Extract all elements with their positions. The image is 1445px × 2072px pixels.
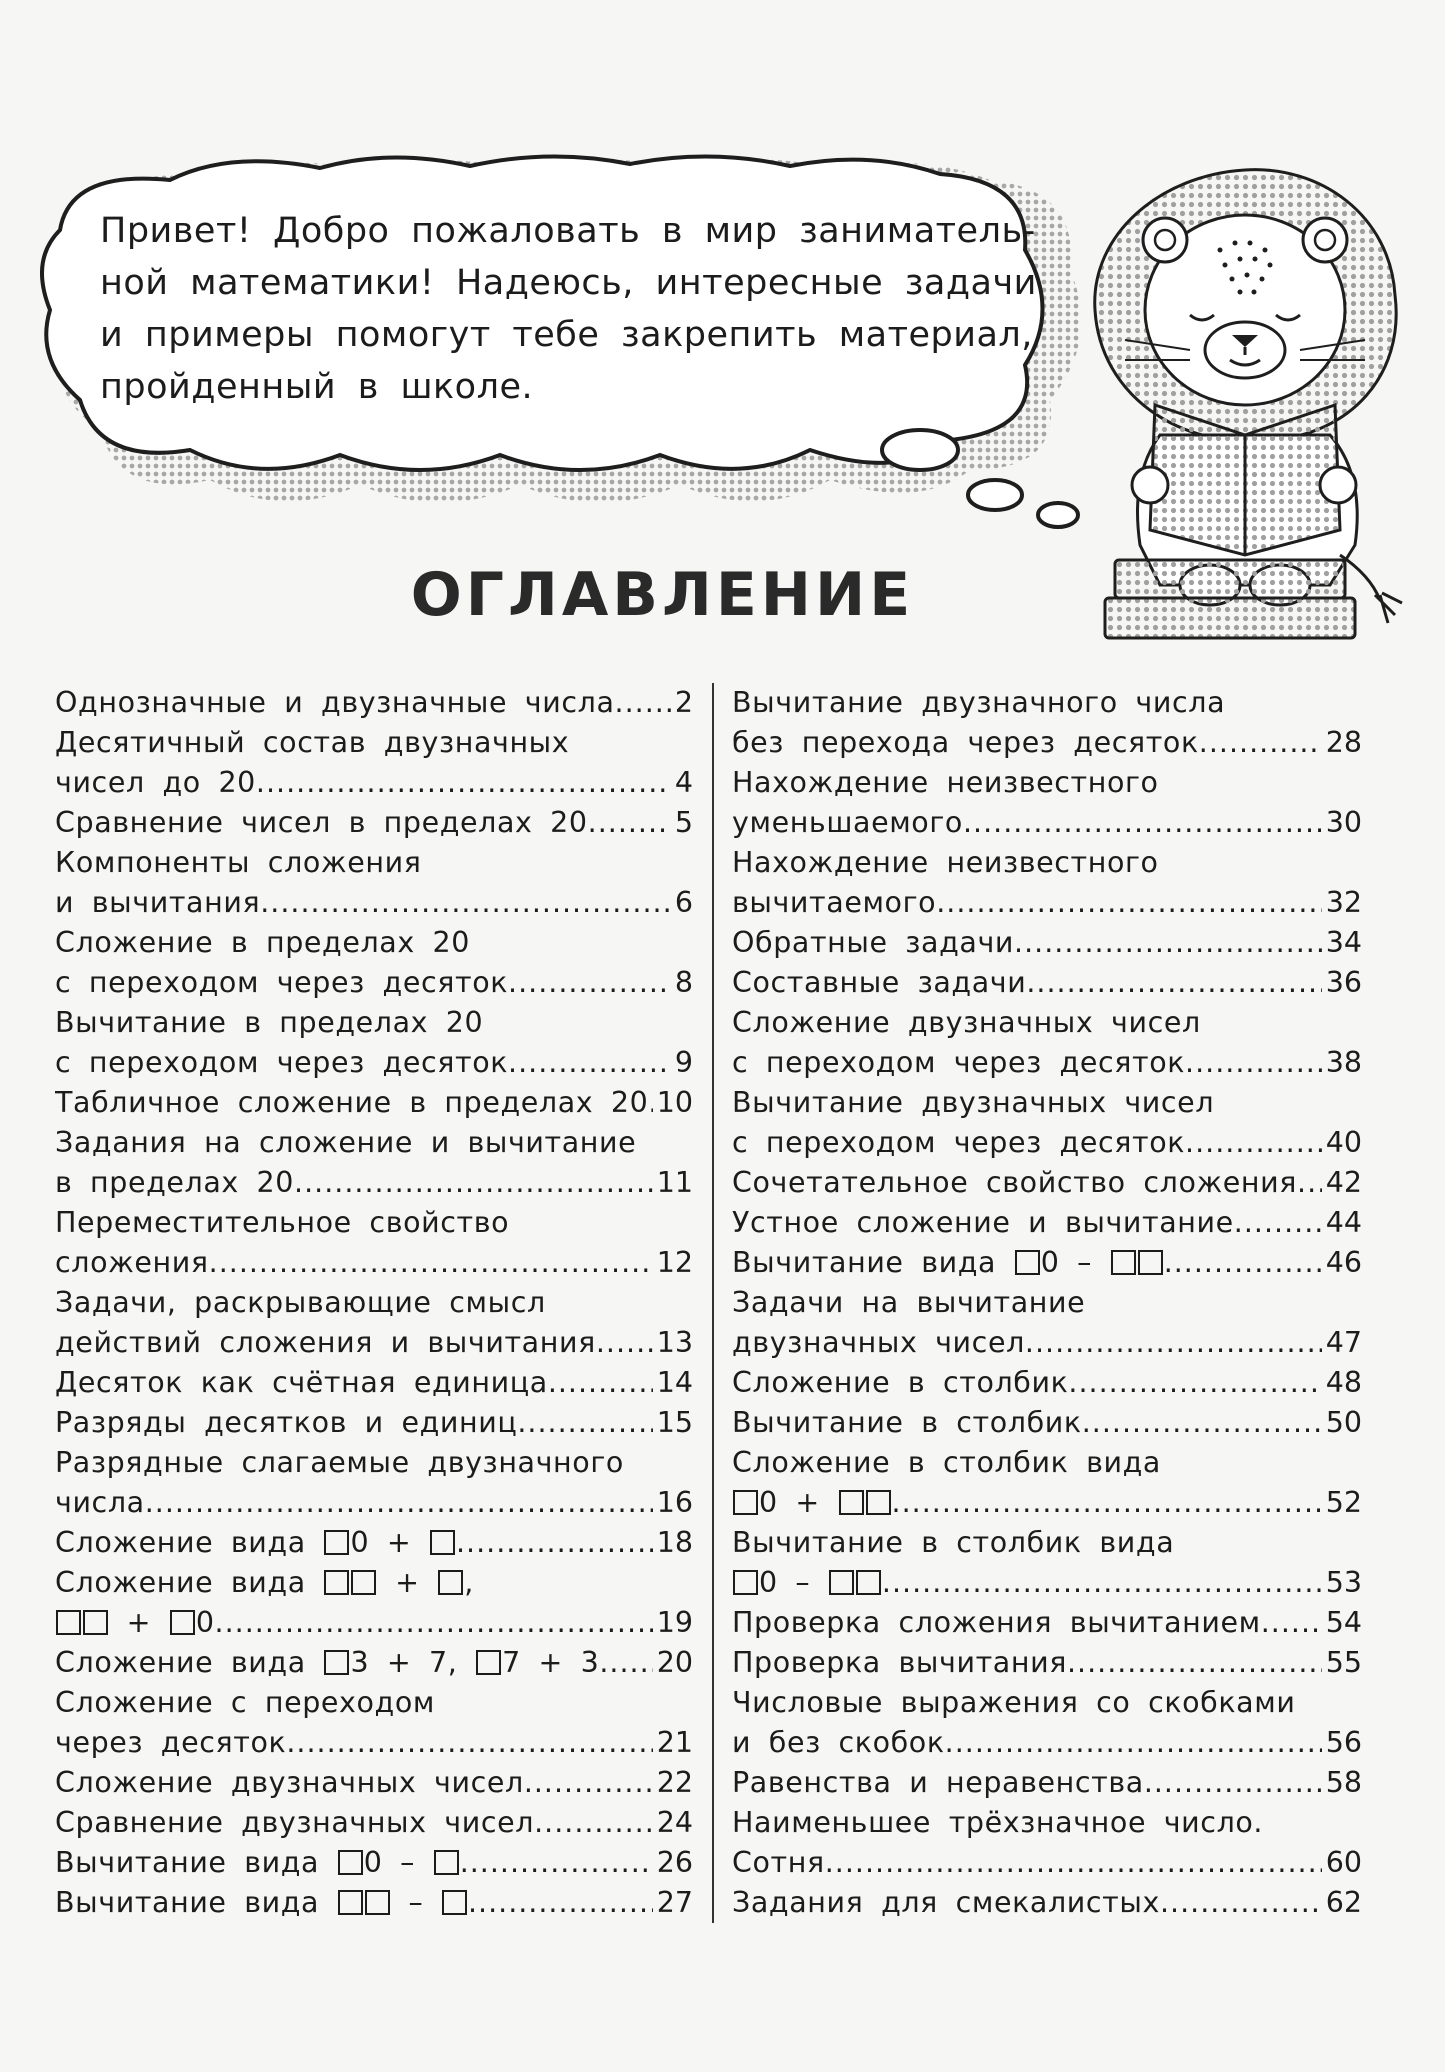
dot-leader <box>936 883 1322 923</box>
dot-leader <box>945 1723 1322 1763</box>
toc-page-number: 54 <box>1325 1606 1362 1639</box>
toc-page-number: 10 <box>656 1086 693 1119</box>
toc-page-number: 44 <box>1325 1206 1362 1239</box>
toc-entry-title: Компоненты сложения <box>55 846 422 879</box>
toc-page-number: 19 <box>656 1606 693 1639</box>
toc-entry-title: с переходом через десяток <box>55 966 509 999</box>
toc-entry-title: Задания для смекалистых <box>732 1886 1160 1919</box>
toc-entry-title: без перехода через десяток <box>732 726 1199 759</box>
toc-entry-title: Однозначные и двузначные числа <box>55 686 615 719</box>
dot-leader <box>294 1163 653 1203</box>
toc-entry[interactable] <box>55 1843 693 1883</box>
toc-page-number: 8 <box>674 966 693 999</box>
toc-page-number: 26 <box>656 1846 693 1879</box>
toc-entry-title: Сравнение чисел в пределах 20 <box>55 806 588 839</box>
toc-page-number: 53 <box>1325 1566 1362 1599</box>
dot-leader <box>892 1483 1322 1523</box>
toc-entry[interactable] <box>55 1083 693 1123</box>
toc-entry-title: Равенства и неравенства <box>732 1766 1144 1799</box>
toc-page-number: 52 <box>1325 1486 1362 1519</box>
toc-entry-title: Наименьшее трёхзначное число. <box>732 1806 1264 1839</box>
empty-box-icon <box>324 1530 349 1555</box>
toc-entry[interactable] <box>55 683 693 723</box>
toc-entry[interactable] <box>732 1003 1362 1083</box>
dot-leader <box>456 1523 653 1563</box>
toc-entry-title: и без скобок <box>732 1726 945 1759</box>
toc-entry[interactable] <box>732 1803 1362 1883</box>
toc-entry-title: Разрядные слагаемые двузначного <box>55 1446 624 1479</box>
toc-page-number: 42 <box>1325 1166 1362 1199</box>
toc-entry[interactable] <box>55 1203 693 1283</box>
empty-box-icon <box>324 1650 349 1675</box>
toc-page-number: 50 <box>1325 1406 1362 1439</box>
empty-box-icon <box>438 1570 463 1595</box>
toc-entry[interactable] <box>55 723 693 803</box>
toc-entry-title: Разряды десятков и единиц <box>55 1406 518 1439</box>
empty-box-icon <box>1111 1250 1136 1275</box>
intro-line: ной математики! Надеюсь, интересные задачи <box>100 263 1037 303</box>
toc-entry-title: + 0 <box>55 1603 215 1643</box>
toc-entry-title: Сложение вида 3 + 7, 7 + 3 <box>55 1646 600 1679</box>
toc-page-number: 15 <box>656 1406 693 1439</box>
toc-page-number: 20 <box>656 1646 693 1679</box>
toc-entry-title: Числовые выражения со скобками <box>732 1686 1296 1719</box>
toc-page-number: 9 <box>674 1046 693 1079</box>
toc-page-number: 56 <box>1325 1726 1362 1759</box>
dot-leader <box>1067 1643 1322 1683</box>
toc-entry-title: Сложение двузначных чисел <box>732 1006 1201 1039</box>
empty-box-icon <box>434 1850 459 1875</box>
toc-page-number: 11 <box>656 1166 693 1199</box>
dot-leader <box>596 1323 653 1363</box>
empty-box-icon <box>351 1570 376 1595</box>
toc-entry-title: Вычитание двузначного числа <box>732 686 1226 719</box>
toc-entry-title: Десятичный состав двузначных <box>55 726 570 759</box>
toc-entry-title: Сочетательное свойство сложения <box>732 1166 1298 1199</box>
dot-leader <box>1014 923 1322 963</box>
toc-entry[interactable] <box>732 763 1362 843</box>
toc-page-number: 36 <box>1325 966 1362 999</box>
intro-line: и примеры помогут тебе закрепить материал, <box>100 315 1033 355</box>
empty-box-icon <box>430 1530 455 1555</box>
toc-page-number: 24 <box>656 1806 693 1839</box>
toc-entry[interactable] <box>732 1243 1362 1283</box>
toc-page-number: 34 <box>1325 926 1362 959</box>
empty-box-icon <box>733 1490 758 1515</box>
toc-entry-title: числа <box>55 1486 145 1519</box>
toc-entry[interactable] <box>732 683 1362 763</box>
dot-leader <box>508 963 671 1003</box>
toc-page-number: 6 <box>674 886 693 919</box>
toc-entry[interactable] <box>55 1003 693 1083</box>
toc-entry[interactable] <box>55 1523 693 1563</box>
toc-entry-title: Вычитание вида 0 – <box>55 1843 460 1883</box>
toc-entry[interactable] <box>732 1643 1362 1683</box>
toc-page-number: 27 <box>656 1886 693 1919</box>
dot-leader <box>145 1483 653 1523</box>
toc-entry[interactable] <box>55 923 693 1003</box>
toc-entry[interactable] <box>55 803 693 843</box>
toc-entry-title: чисел до 20 <box>55 766 256 799</box>
toc-entry[interactable] <box>55 1643 693 1683</box>
toc-page-number: 47 <box>1325 1326 1362 1359</box>
toc-entry-title: сложения <box>55 1246 209 1279</box>
toc-entry-title: Составные задачи <box>732 966 1027 999</box>
dot-leader <box>215 1603 653 1643</box>
toc-entry[interactable] <box>732 1523 1362 1603</box>
toc-page-number: 60 <box>1325 1846 1362 1879</box>
dot-leader <box>256 763 671 803</box>
toc-entry-title: с переходом через десяток <box>732 1126 1186 1159</box>
toc-entry[interactable] <box>732 843 1362 923</box>
toc-page-number: 18 <box>656 1526 693 1559</box>
toc-entry-title: Проверка сложения вычитанием <box>732 1606 1261 1639</box>
toc-page-number: 5 <box>674 806 693 839</box>
toc-title: ОГЛАВЛЕНИЕ <box>410 560 915 630</box>
toc-entry-title: Вычитание в столбик вида <box>732 1526 1175 1559</box>
dot-leader <box>517 1403 652 1443</box>
toc-page-number: 12 <box>656 1246 693 1279</box>
toc-entry-title: Проверка вычитания <box>732 1646 1067 1679</box>
empty-box-icon <box>839 1490 864 1515</box>
toc-entry-title: с переходом через десяток <box>732 1046 1186 1079</box>
toc-page-number: 16 <box>656 1486 693 1519</box>
toc-entry[interactable] <box>55 1123 693 1203</box>
toc-entry[interactable] <box>732 1403 1362 1443</box>
toc-entry[interactable] <box>732 1443 1362 1523</box>
toc-entry-title: Сложение в пределах 20 <box>55 926 470 959</box>
toc-entry-title: 0 – <box>732 1563 882 1603</box>
empty-box-icon <box>365 1890 390 1915</box>
toc-page-number: 55 <box>1325 1646 1362 1679</box>
toc-entry[interactable] <box>732 1683 1362 1763</box>
dot-leader <box>1261 1603 1322 1643</box>
toc-entry[interactable] <box>55 1363 693 1403</box>
empty-box-icon <box>56 1610 81 1635</box>
intro-text <box>100 205 1055 413</box>
intro-line: Привет! Добро пожаловать в мир заниматель- <box>100 211 1036 251</box>
dot-leader <box>286 1723 652 1763</box>
toc-page-number: 21 <box>656 1726 693 1759</box>
toc-page-number: 4 <box>674 766 693 799</box>
dot-leader <box>825 1843 1322 1883</box>
empty-box-icon <box>733 1570 758 1595</box>
toc-entry[interactable] <box>732 1083 1362 1163</box>
toc-entry-title: Сложение вида + , <box>55 1566 474 1599</box>
dot-leader <box>460 1843 653 1883</box>
toc-page-number: 30 <box>1325 806 1362 839</box>
empty-box-icon <box>338 1850 363 1875</box>
toc-entry[interactable] <box>55 1563 693 1643</box>
dot-leader <box>1185 1123 1322 1163</box>
toc-entry-title: через десяток <box>55 1726 287 1759</box>
dot-leader <box>1297 1163 1322 1203</box>
toc-page-number: 22 <box>656 1766 693 1799</box>
toc-entry[interactable] <box>732 1363 1362 1403</box>
dot-leader <box>615 683 671 723</box>
dot-leader <box>963 803 1322 843</box>
dot-leader <box>1026 963 1321 1003</box>
dot-leader <box>1199 723 1322 763</box>
empty-box-icon <box>1015 1250 1040 1275</box>
empty-box-icon <box>866 1490 891 1515</box>
empty-box-icon <box>324 1570 349 1595</box>
toc-entry-title: Задачи, раскрывающие смысл <box>55 1286 546 1319</box>
toc-entry[interactable] <box>55 1443 693 1523</box>
toc-entry-title: Табличное сложение в пределах 20 <box>55 1086 649 1119</box>
empty-box-icon <box>829 1570 854 1595</box>
toc-page-number: 58 <box>1325 1766 1362 1799</box>
toc-page-number: 38 <box>1325 1046 1362 1079</box>
toc-entry-title: Вычитание в столбик <box>732 1406 1082 1439</box>
empty-box-icon <box>1138 1250 1163 1275</box>
toc-entry-title: действий сложения и вычитания <box>55 1326 596 1359</box>
dot-leader <box>1164 1243 1322 1283</box>
dot-leader <box>588 803 671 843</box>
dot-leader <box>534 1803 653 1843</box>
toc-entry[interactable] <box>732 1883 1362 1923</box>
toc-entry-title: Сложение в столбик вида <box>732 1446 1161 1479</box>
toc-entry-title: в пределах 20 <box>55 1166 295 1199</box>
toc-entry-title: Нахождение неизвестного <box>732 766 1159 799</box>
toc-entry-title: Сравнение двузначных чисел <box>55 1806 535 1839</box>
toc-page-number: 32 <box>1325 886 1362 919</box>
toc-entry-title: Сложение в столбик <box>732 1366 1069 1399</box>
toc-entry[interactable] <box>55 1803 693 1843</box>
toc-entry-title: Сложение с переходом <box>55 1686 435 1719</box>
toc-entry[interactable] <box>732 1283 1362 1363</box>
dot-leader <box>468 1883 653 1923</box>
toc-page-number: 46 <box>1325 1246 1362 1279</box>
dot-leader <box>1185 1043 1322 1083</box>
dot-leader <box>1082 1403 1322 1443</box>
toc-page-number: 48 <box>1325 1366 1362 1399</box>
dot-leader <box>1068 1363 1321 1403</box>
toc-entry[interactable] <box>55 1683 693 1763</box>
toc-entry[interactable] <box>732 1203 1362 1243</box>
toc-entry-title: Задачи на вычитание <box>732 1286 1086 1319</box>
toc-entry[interactable] <box>55 843 693 923</box>
toc-page-number: 62 <box>1325 1886 1362 1919</box>
dot-leader <box>548 1363 653 1403</box>
toc-entry-title: Сложение двузначных чисел <box>55 1766 524 1799</box>
intro-line: пройденный в школе. <box>100 367 534 407</box>
dot-leader <box>1144 1763 1322 1803</box>
column-divider <box>712 683 714 1923</box>
toc-entry[interactable] <box>732 1603 1362 1643</box>
toc-entry-title: и вычитания <box>55 886 261 919</box>
toc-entry[interactable] <box>732 923 1362 963</box>
empty-box-icon <box>338 1890 363 1915</box>
toc-entry-title: Сложение вида 0 + <box>55 1523 456 1563</box>
empty-box-icon <box>856 1570 881 1595</box>
dot-leader <box>882 1563 1322 1603</box>
toc-entry-title: с переходом через десяток <box>55 1046 509 1079</box>
toc-page-number: 14 <box>656 1366 693 1399</box>
toc-entry-title: двузначных чисел <box>732 1326 1025 1359</box>
toc-entry-title: Десяток как счётная единица <box>55 1366 548 1399</box>
dot-leader <box>1160 1883 1322 1923</box>
toc-entry[interactable] <box>732 1763 1362 1803</box>
toc-entry[interactable] <box>732 963 1362 1003</box>
toc-entry-title: 0 + <box>732 1483 892 1523</box>
toc-page-number: 2 <box>674 686 693 719</box>
dot-leader <box>508 1043 671 1083</box>
dot-leader <box>1025 1323 1322 1363</box>
toc-entry-title: Задания на сложение и вычитание <box>55 1126 637 1159</box>
dot-leader <box>524 1763 653 1803</box>
empty-box-icon <box>83 1610 108 1635</box>
toc-entry-title: Переместительное свойство <box>55 1206 510 1239</box>
toc-entry-title: вычитаемого <box>732 886 937 919</box>
toc-entry-title: Устное сложение и вычитание <box>732 1206 1234 1239</box>
toc-entry-title: Сотня <box>732 1846 825 1879</box>
toc-entry-title: Обратные задачи <box>732 926 1015 959</box>
dot-leader <box>1234 1203 1322 1243</box>
toc-entry[interactable] <box>55 1883 693 1923</box>
empty-box-icon <box>442 1890 467 1915</box>
toc-page-number: 28 <box>1325 726 1362 759</box>
dot-leader <box>599 1643 652 1683</box>
toc-entry-title: Вычитание вида – <box>55 1883 468 1923</box>
toc-page-number: 13 <box>656 1326 693 1359</box>
toc-entry-title: Вычитание в пределах 20 <box>55 1006 484 1039</box>
toc-entry[interactable] <box>55 1283 693 1363</box>
dot-leader <box>209 1243 653 1283</box>
toc-entry-title: Вычитание вида 0 – <box>732 1243 1164 1283</box>
toc-left-column <box>55 683 693 1923</box>
empty-box-icon <box>476 1650 501 1675</box>
toc-entry[interactable] <box>732 1163 1362 1203</box>
toc-right-column <box>732 683 1362 1923</box>
toc-entry[interactable] <box>55 1403 693 1443</box>
toc-entry-title: Вычитание двузначных чисел <box>732 1086 1215 1119</box>
toc-page-number: 40 <box>1325 1126 1362 1159</box>
toc-entry[interactable] <box>55 1763 693 1803</box>
toc-entry-title: Нахождение неизвестного <box>732 846 1159 879</box>
dot-leader <box>260 883 671 923</box>
toc-entry-title: уменьшаемого <box>732 806 963 839</box>
empty-box-icon <box>170 1610 195 1635</box>
